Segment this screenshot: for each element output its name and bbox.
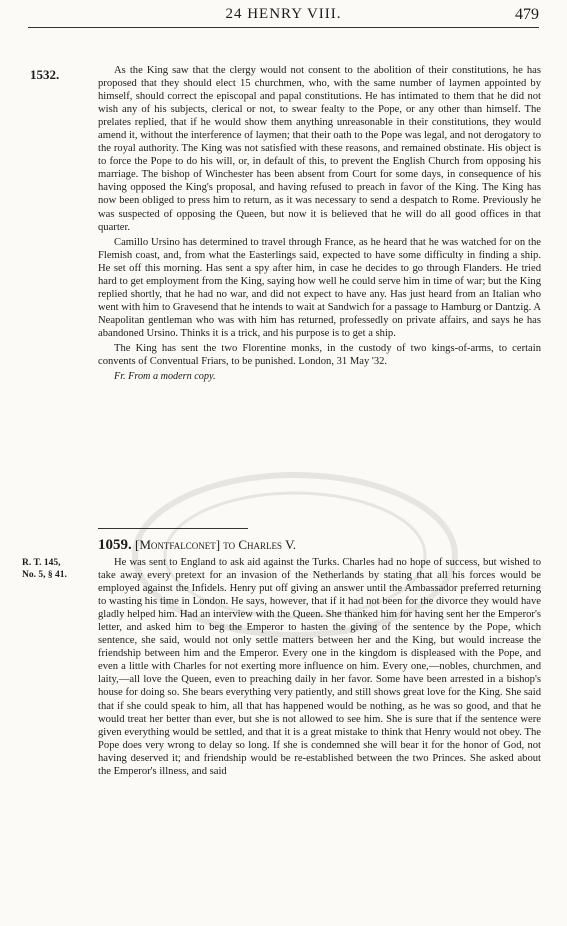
entry-paragraph: He was sent to England to ask aid against the Turks. Charles had no hope of success, but wished to take away every pretext for an invasion of the Netherlands by stating that all his forces would be employed against the Infidels. Henry put off giving an answer until the Ambassador preferred returning to wasting his time in London. He says, however, that if it had not been for the divorce they would have gladly helped him. Had an interview with the Queen. She thanked him for having sent her the Emperor's letter, and asked him to beg the Emperor to hasten the giving of the sentence by the Pope, which sentence, she said, would not only settle matters between her and the King, but would increase the friendship between him and the Emperor. Every one in the kingdom is displeased with the Pope, and even a little with Charles for not exerting more influence on him. Every one,—nobles, churchmen, and laity,—all love the Queen, even to preaching daily in her favor. Some have been arrested in a bishop's house for doing so. She bears everything very patiently, and still shows great love for the King. She said that if she could speak to him, all that has happened would be nothing, as he was so good, and that he would treat her better than ever, but she is not allowed to see him. She is sure that if the sentence were given everything would be settled, and that it is a great mistake to think that Henry would not obey. The Pope does very wrong to delay so long. If she is condemned she will bear it for the honor of God, not having deserved it; and friendship would be re-established between the two Princes. She asked about the Emperor's illness, and said — [98, 557, 541, 777]
paragraph: The King has sent the two Florentine monks, in the custody of two kings-of-arms, to certain convents of Conventual Friars, to be punished. London, 31 May '32. — [98, 342, 541, 368]
margin-year: 1532. — [30, 67, 60, 82]
page-number: 479 — [515, 6, 539, 23]
entry-number: 1059. — [98, 537, 132, 553]
paragraph: Camillo Ursino has determined to travel through France, as he heard that he was watched for on the Flemish coast, and, from what the Easterlings said, expected to have some difficulty in finding a ship. He set off this morning. Has sent a spy after him, in case he decides to go through Flanders. He tried hard to get employment from the King, saying how well he could serve him in time of war; but the King replied shortly, that he had no war, and did not expect to have any. Has just heard from an Italian who went with him to Gravesend that he intends to wait at Sandwich for a passage to Hamburg or Dantzig. A Neapolitan gentleman who was with him has returned, professedly on private affairs, and says he has abandoned Ursino. Thinks it is a trick, and his purpose is to get a ship. — [98, 236, 541, 339]
paragraph: As the King saw that the clergy would not consent to the abolition of their constitutions, he has proposed that they should elect 15 churchmen, who, with the same number of laymen appointed by himself, should correct the episcopal and papal constitutions. He has intimated to them that he did not wish any of his subjects, clerical or not, to swear fealty to the Pope, or any other than himself. The prelates replied, that if he would show them anything unreasonable in their constitutions, they would amend it, without the interference of laymen; that their oath to the Pope was legal, and not derogatory to the royal authority. The King was not satisfied with these reasons, and remained obstinate. His object is to force the Pope to do his will, or, in default of this, to prevent the English Church from opposing his marriage. The bishop of Winchester has been absent from Court for some days, in consequence of his having opposed the King's proposal, and having refused to preach in favor of the King. The King has now been obliged to press him to return, as it was necessary to send a despatch to Rome. Previously he was suspected of opposing the Queen, but now it is believed that he will do all good offices in that quarter. — [98, 65, 541, 233]
letter-body — [98, 64, 541, 385]
source-note: Fr. From a modern copy. — [114, 371, 216, 383]
header-rule — [28, 27, 539, 28]
running-header-title: 24 HENRY VIII. — [225, 6, 342, 22]
entry-body — [98, 556, 541, 780]
section-divider — [98, 528, 248, 529]
entry-title: [Montfalconet] to Charles V. — [135, 537, 297, 552]
margin-reference: R. T. 145, No. 5, § 41. — [22, 558, 67, 580]
entry-heading — [98, 537, 296, 554]
